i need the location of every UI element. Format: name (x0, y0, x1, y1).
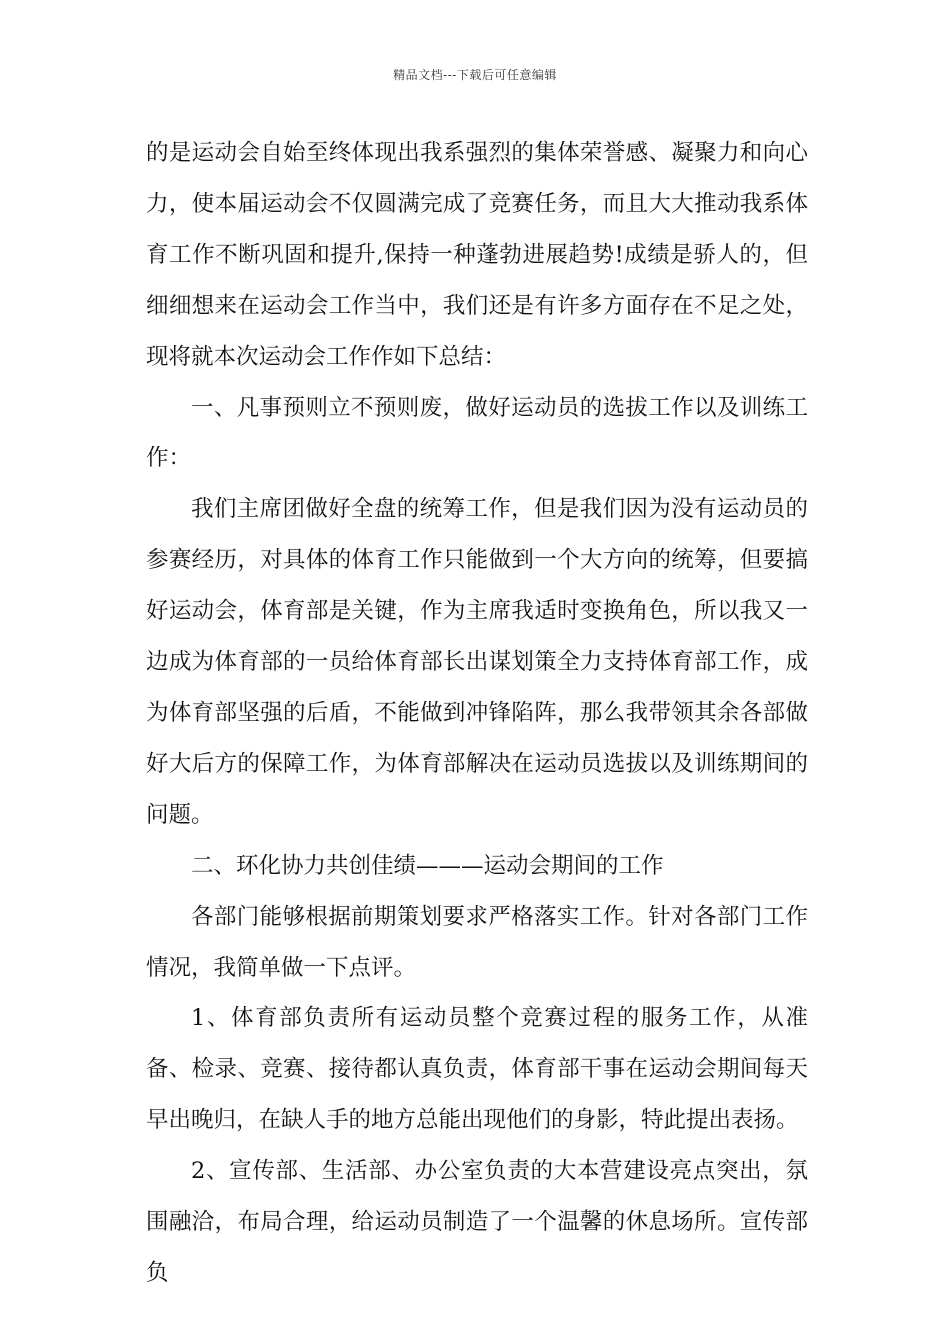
paragraph-selection-training: 我们主席团做好全盘的统筹工作，但是我们因为没有运动员的参赛经历，对具体的体育工作只能做到一个大方向的统筹，但要搞好运动会，体育部是关键，作为主席我适时变换角色，所以我又一边成为体育部的一员给体育部长出谋划策全力支持体育部工作，成为体育部坚强的后盾，不能做到冲锋陷阵，那么我带领其余各部做好大后方的保障工作，为体育部解决在运动员选拔以及训练期间的问题。 (146, 496, 808, 828)
section-heading-1: 一、凡事预则立不预则废，做好运动员的选拔工作以及训练工作： (146, 394, 808, 472)
section-heading-2: 二、环化协力共创佳绩———运动会期间的工作 (191, 852, 664, 879)
paragraph-sports-department: 1、体育部负责所有运动员整个竞赛过程的服务工作，从准备、检录、竞赛、接待都认真负责，体育部干事在运动会期间每天早出晚归，在缺人手的地方总能出现他们的身影，特此提出表扬。 (146, 1005, 808, 1134)
page-header: 精品文档---下载后可任意编辑 (393, 68, 557, 82)
paragraph-intro-continuation: 的是运动会自始至终体现出我系强烈的集体荣誉感、凝聚力和向心力，使本届运动会不仅圆满完成了竞赛任务，而且大大推动我系体育工作不断巩固和提升,保持一种蓬勃进展趋势!成绩是骄人的，但细细想来在运动会工作当中，我们还是有许多方面存在不足之处，现将就本次运动会工作作如下总结： (146, 140, 808, 370)
paragraph-departments-overview: 各部门能够根据前期策划要求严格落实工作。针对各部门工作情况，我简单做一下点评。 (146, 903, 808, 981)
paragraph-publicity-department: 2、宣传部、生活部、办公室负责的大本营建设亮点突出，氛围融洽，布局合理，给运动员制造了一个温馨的休息场所。宣传部负 (146, 1158, 808, 1286)
document-body (146, 128, 808, 1299)
